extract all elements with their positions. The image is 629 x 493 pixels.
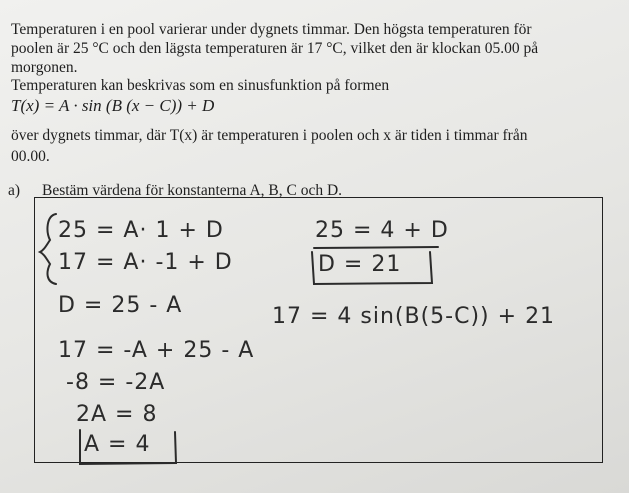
problem-line-1: Temperaturen i en pool varierar under dygnets timmar. Den högsta temperaturen för xyxy=(11,21,532,38)
hw-d-expression: D = 25 - A xyxy=(58,293,183,318)
problem-line-4: Temperaturen kan beskrivas som en sinusfunktion på formen xyxy=(11,77,390,94)
hw-answer-a: A = 4 xyxy=(84,432,151,457)
hw-step-2: -8 = -2A xyxy=(66,370,166,395)
underline-mark xyxy=(314,247,438,248)
hw-right-2: D = 21 xyxy=(318,252,402,277)
problem-line-3: morgonen. xyxy=(11,59,78,76)
question-text: Bestäm värdena för konstanterna A, B, C och D. xyxy=(42,182,343,199)
hw-right-3: 17 = 4 sin(B(5-C)) + 21 xyxy=(272,304,556,329)
result-box-mark xyxy=(312,252,432,284)
formula: T(x) = A · sin (B (x − C)) + D xyxy=(11,96,215,115)
question-letter: a) xyxy=(8,182,21,199)
system-brace-mark xyxy=(40,214,56,284)
problem-line-6: över dygnets timmar, där T(x) är temperaturen i poolen och x är tiden i timmar från xyxy=(11,127,528,144)
hw-equation-2: 17 = A· -1 + D xyxy=(58,250,233,275)
hw-equation-1: 25 = A· 1 + D xyxy=(58,218,224,243)
hw-step-3: 2A = 8 xyxy=(76,402,158,427)
problem-line-2: poolen är 25 °C och den lägsta temperaturen är 17 °C, vilket den är klockan 05.00 på xyxy=(11,40,539,57)
answer-box-mark xyxy=(80,430,176,464)
hw-right-1: 25 = 4 + D xyxy=(315,218,449,243)
problem-line-7: 00.00. xyxy=(11,148,50,165)
hw-step-1: 17 = -A + 25 - A xyxy=(58,338,255,363)
